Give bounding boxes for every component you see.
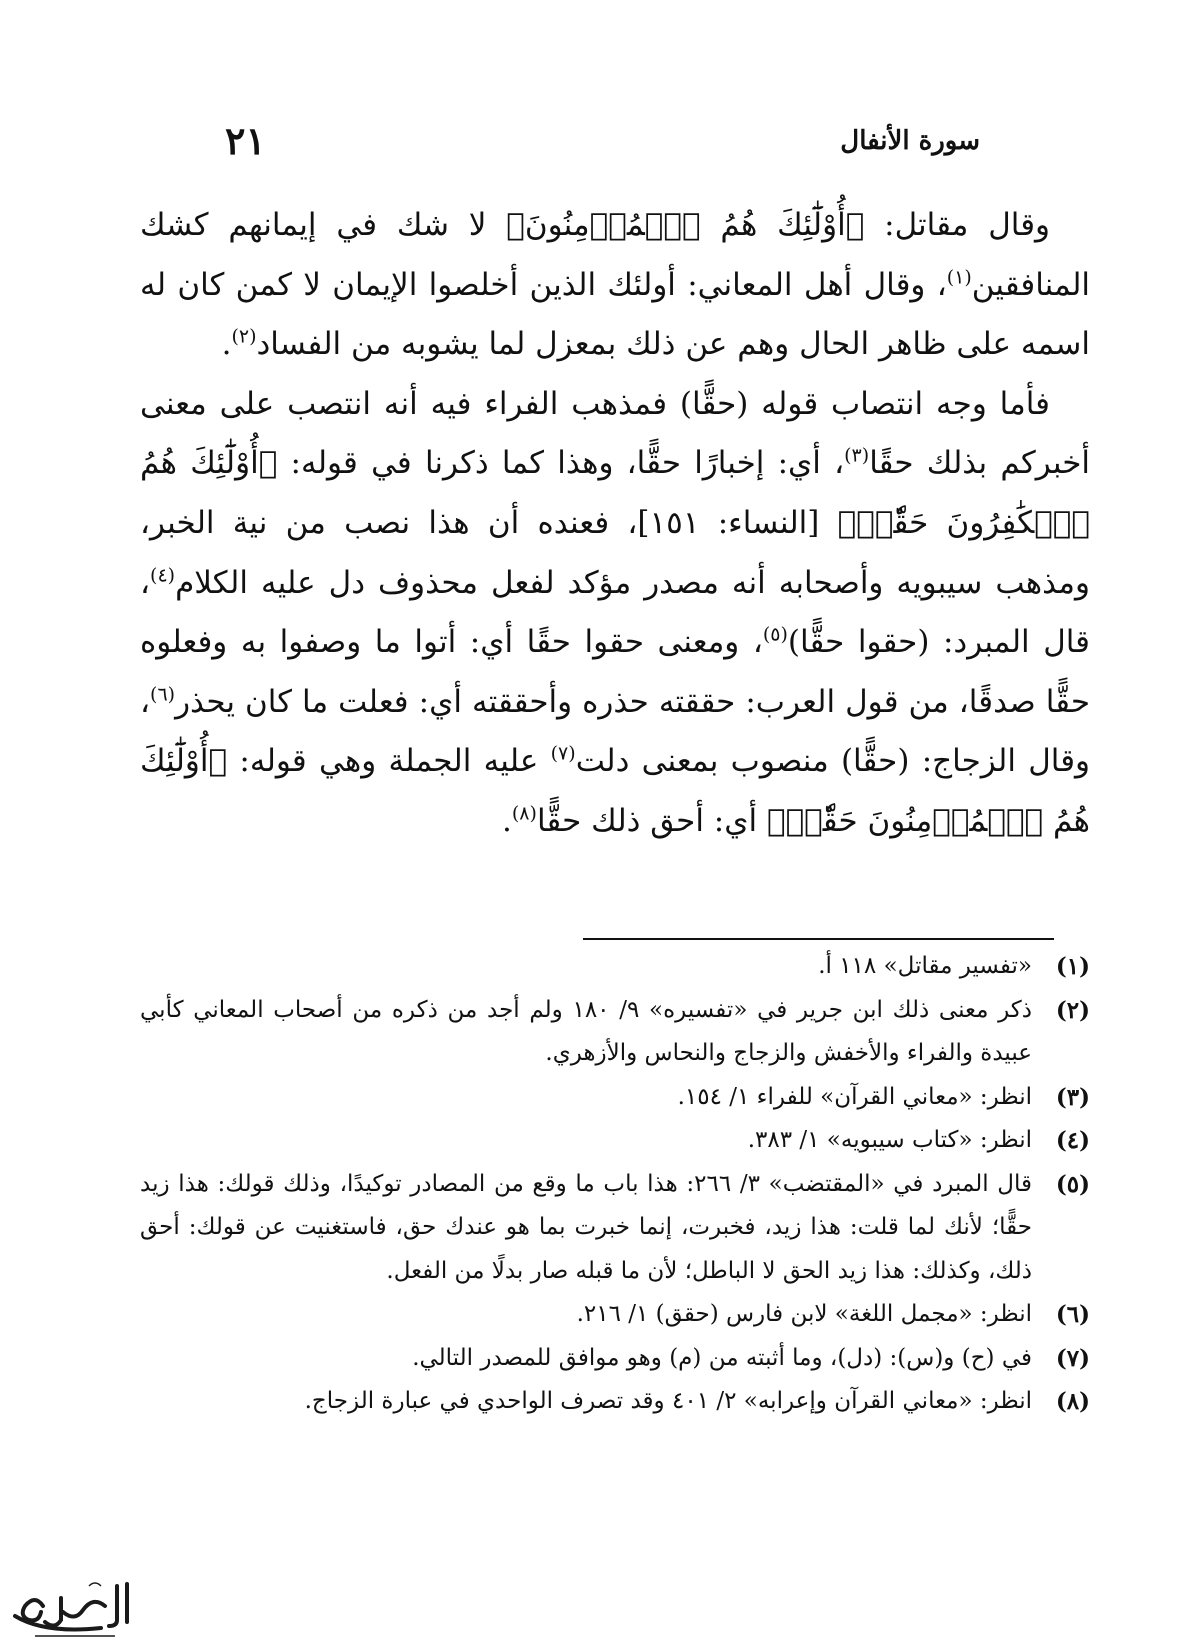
page-number: ٢١ bbox=[225, 118, 266, 163]
paragraph bbox=[140, 375, 1090, 852]
footnote-ref: (٨) bbox=[511, 802, 537, 825]
footnote-text: انظر: «معاني القرآن وإعرابه» ٢/ ٤٠١ وقد تصرف الواحدي في عبارة الزجاج. bbox=[304, 1388, 1032, 1414]
footnote-number: (٧) bbox=[1055, 1344, 1090, 1372]
footnote bbox=[140, 1380, 1090, 1424]
text-run: . bbox=[221, 326, 232, 363]
surah-title: سورة الأنفال bbox=[840, 126, 980, 156]
footnote-text: انظر: «كتاب سيبويه» ١/ ٣٨٣. bbox=[747, 1127, 1032, 1153]
footnote-separator bbox=[583, 938, 1054, 940]
footnotes bbox=[140, 945, 1090, 1424]
footnote-number: (٢) bbox=[1055, 996, 1090, 1024]
footnote-number: (٨) bbox=[1055, 1388, 1090, 1415]
footnote-number: (٣) bbox=[1055, 1083, 1090, 1111]
text-run: ، وقال أهل المعاني: أولئك الذين أخلصوا الإيمان لا كمن كان له اسمه على ظاهر الحال وهم عن ذلك بمعزل لما يشوبه من الفساد bbox=[140, 266, 1090, 363]
paragraph bbox=[140, 196, 1090, 375]
footnote-ref: (٥) bbox=[762, 623, 788, 646]
footnote bbox=[140, 945, 1090, 989]
footnote-text: انظر: «مجمل اللغة» لابن فارس (حقق) ١/ ٢١٦. bbox=[576, 1301, 1032, 1327]
text-run: ، وقال الزجاج: (حقًّا) منصوب بمعنى دلت bbox=[140, 683, 1090, 780]
footnote bbox=[140, 1337, 1090, 1381]
footnote bbox=[140, 1293, 1090, 1337]
main-text bbox=[140, 196, 1090, 852]
footnote-text: انظر: «معاني القرآن» للفراء ١/ ١٥٤. bbox=[677, 1083, 1032, 1110]
footnote bbox=[140, 989, 1090, 1076]
footnote-number: (٥) bbox=[1055, 1170, 1090, 1198]
text-run: ، قال المبرد: (حقوا حقًّا) bbox=[140, 564, 1090, 661]
footnote-ref: (٣) bbox=[844, 445, 870, 468]
footnote-number: (٦) bbox=[1055, 1301, 1090, 1328]
text-run: عليه الجملة وهي قوله: ﴿أُوْلَٰٓئِكَ هُمُ ٱلۡمُؤۡمِنُونَ حَقّٗاۚ﴾ أي: أحق ذلك حقًّا bbox=[140, 743, 1090, 839]
footnote-text: في (ح) و(س): (دل)، وما أثبته من (م) وهو موافق للمصدر التالي. bbox=[412, 1344, 1032, 1371]
footnote-text: قال المبرد في «المقتضب» ٣/ ٢٦٦: هذا باب ما وقع من المصادر توكيدًا، وذلك قولك: هذا زيد حقًّا؛ لأنك لما قلت: هذا زيد، فخبرت، إنما خبرت بما هو عندك حق، فاستغنيت عن قولك: أحق ذلك، وكذلك: هذا زيد الحق لا الباطل؛ لأن ما قبله صار بدلًا من الفعل. bbox=[140, 1170, 1033, 1284]
footnote-ref: (١) bbox=[946, 266, 972, 289]
publisher-logo bbox=[5, 1576, 140, 1644]
text-run: ، ومعنى حقوا حقًا أي: أتوا ما وصفوا به وفعلوه حقًّا صدقًا، من قول العرب: حققته حذره وأحققته أي: فعلت ما كان يحذر bbox=[140, 624, 1090, 720]
text-run: وقال مقاتل: ﴿أُوْلَٰٓئِكَ هُمُ ٱلۡمُؤۡمِنُونَ﴾ لا شك في إيمانهم كشك المنافقين bbox=[140, 207, 1090, 303]
footnote-ref: (٧) bbox=[550, 743, 576, 766]
text-run: . bbox=[502, 802, 512, 839]
text-run: ، أي: إخبارًا حقًّا، وهذا كما ذكرنا في قوله: ﴿أُوْلَٰٓئِكَ هُمُ ٱلۡكَٰفِرُونَ حَقّٗاۚ﴾ [النساء: ١٥١]، فعنده أن هذا نصب من نية الخبر، ومذهب سيبويه وأصحابه أنه مصدر مؤكد لفعل محذوف دل عليه الكلام bbox=[140, 445, 1091, 601]
footnote-text: ذكر معنى ذلك ابن جرير في «تفسيره» ٩/ ١٨٠ ولم أجد من ذكره من أصحاب المعاني كأبي عبيدة والفراء والأخفش والزجاج والنحاس والأزهري. bbox=[140, 996, 1032, 1066]
footnote-text: «تفسير مقاتل» ١١٨ أ. bbox=[818, 953, 1032, 979]
footnote-ref: (٤) bbox=[150, 564, 176, 587]
footnote-number: (١) bbox=[1055, 953, 1090, 980]
footnote-ref: (٢) bbox=[231, 325, 257, 348]
page-header bbox=[215, 118, 980, 168]
footnote bbox=[140, 1163, 1090, 1294]
footnote-number: (٤) bbox=[1055, 1127, 1090, 1154]
footnote bbox=[140, 1076, 1090, 1120]
footnote bbox=[140, 1119, 1090, 1163]
footnote-ref: (٦) bbox=[150, 683, 176, 706]
text-run: فأما وجه انتصاب قوله (حقًّا) فمذهب الفراء فيه أنه انتصب على معنى أخبركم بذلك حقًا bbox=[140, 385, 1091, 482]
calligraphy-logo-icon bbox=[5, 1576, 140, 1644]
